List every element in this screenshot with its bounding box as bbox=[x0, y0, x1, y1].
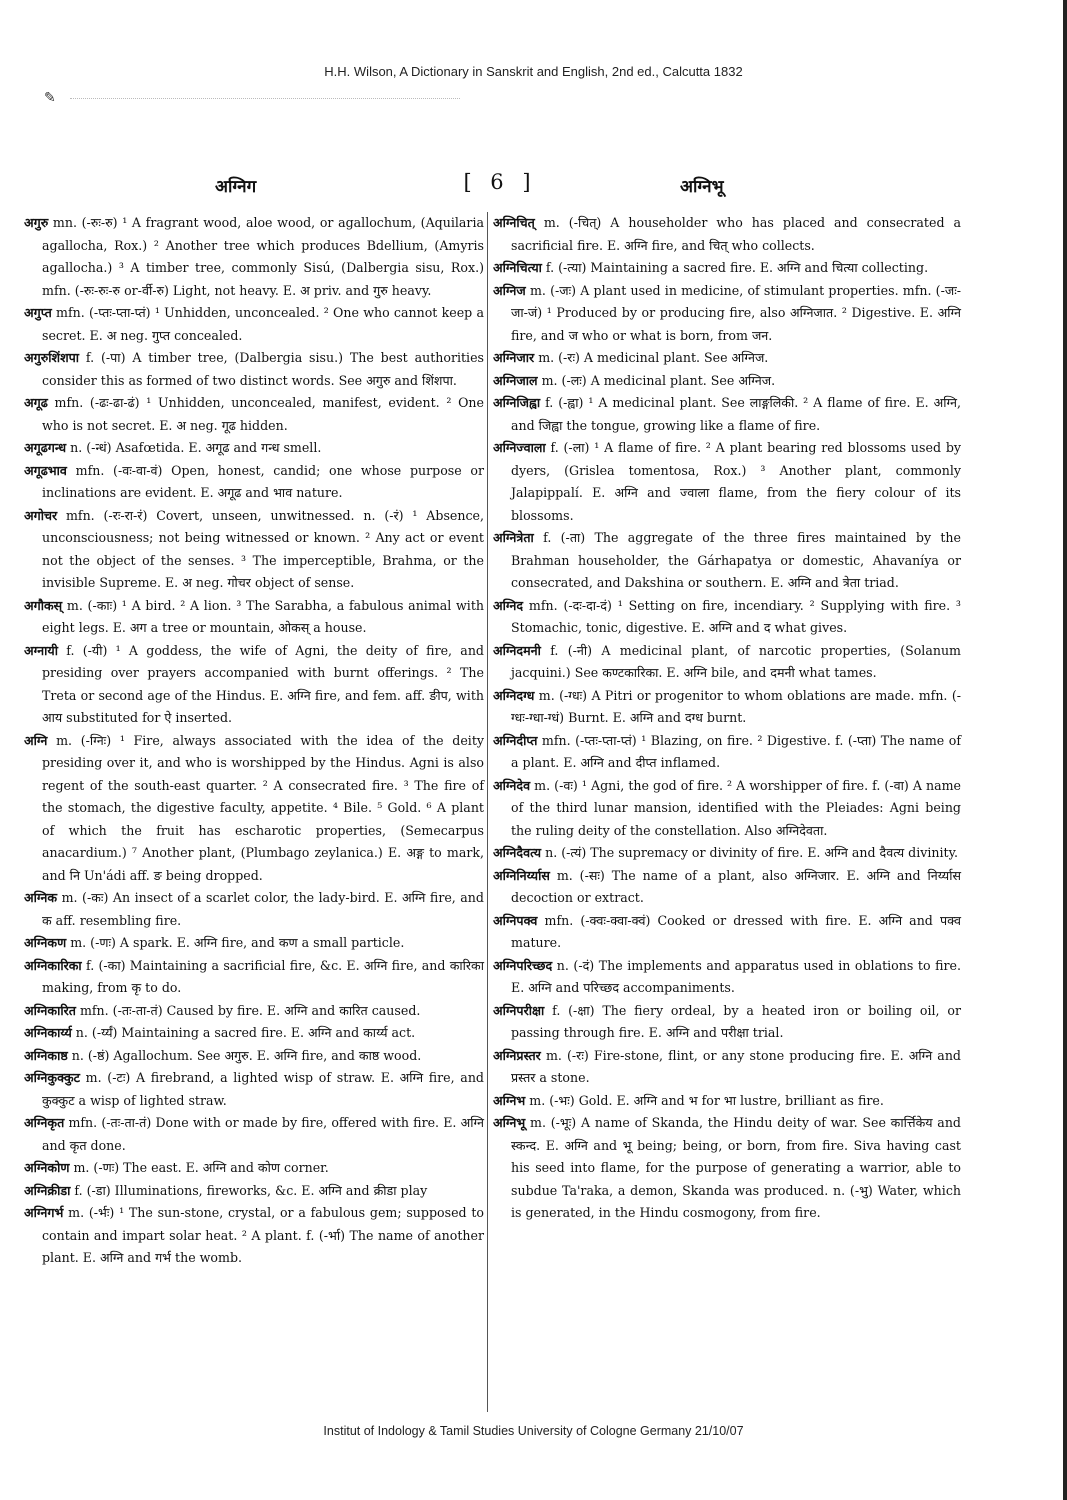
entry-definition: f. (-ह्वा) ¹ A medicinal plant. See लाङ्गलिकी. ² A flame of fire. E. अग्नि, and जिह्वा the tongue, growing like a flame of fire. bbox=[511, 395, 961, 433]
entry-headword: अग्निजिह्वा bbox=[493, 395, 541, 410]
entry-headword: अग्निचित्या bbox=[493, 260, 542, 275]
dictionary-entry bbox=[493, 370, 961, 393]
entry-definition: m. (-काः) ¹ A bird. ² A lion. ³ The Sarabha, a fabulous animal with eight legs. E. अग a tree or mountain, ओकस् a house. bbox=[42, 597, 484, 635]
dictionary-entry bbox=[24, 1045, 484, 1068]
entry-definition: m. (-कः) An insect of a scarlet color, the lady-bird. E. अग्नि fire, and क aff. resembling fire. bbox=[42, 890, 484, 928]
source-header: H.H. Wilson, A Dictionary in Sanskrit and English, 2nd ed., Calcutta 1832 bbox=[324, 64, 743, 79]
dictionary-entry bbox=[493, 595, 961, 640]
entry-headword: अग्निभ bbox=[493, 1092, 526, 1108]
dictionary-entry bbox=[493, 392, 961, 437]
entry-headword: अग्निकाष्ठ bbox=[24, 1047, 68, 1063]
entry-headword: अग्निक्रीडा bbox=[24, 1182, 71, 1198]
dictionary-entry bbox=[24, 302, 484, 347]
dictionary-entry bbox=[24, 505, 484, 595]
entry-headword: अगौकस् bbox=[24, 597, 63, 613]
dictionary-entry bbox=[493, 280, 961, 348]
running-head-right: अग्निभू bbox=[680, 177, 724, 197]
entry-definition: m. (-ग्निः) ¹ Fire, always associated with the idea of the deity presiding over it, and who is worshipped by the Hindus. Agni is also regent of the south-east quarter. ² A consecrated fire. ³ The fire of the stomach, the digestive faculty, appetite. ⁴ Bile. ⁵ Gold. ⁶ A plant of which the fruit has escharotic properties, (Semecarpus anacardium.) ⁷ Another plant, (Plumbago zeylanica.) E. अङ्ग to mark, and नि Un'ádi aff. ङ being dropped. bbox=[42, 732, 484, 883]
entry-headword: अगुरु bbox=[24, 215, 49, 230]
entry-headword: अग्निगर्भ bbox=[24, 1205, 64, 1220]
scan-noise-line bbox=[70, 98, 460, 99]
entry-definition: f. (-त्या) Maintaining a sacred fire. E. अग्नि and चित्या collecting. bbox=[545, 260, 929, 275]
entry-definition: m. (-जः) A plant used in medicine, of stimulant properties. mfn. (-जः-जा-जं) ¹ Produced by or producing fire, also अग्निजात. ² Digestive. E. अग्नि fire, and ज who or what is born, from जन. bbox=[511, 282, 961, 343]
dictionary-entry bbox=[24, 932, 484, 955]
dictionary-entry bbox=[24, 212, 484, 302]
dictionary-entry bbox=[493, 212, 961, 257]
dictionary-entry bbox=[493, 775, 961, 843]
scan-speck: ✎ bbox=[44, 90, 56, 106]
dictionary-entry bbox=[493, 527, 961, 595]
dictionary-entry bbox=[493, 347, 961, 370]
entry-headword: अग्निपरिच्छद bbox=[493, 957, 553, 973]
entry-headword: अगुरुशिंशपा bbox=[24, 350, 80, 365]
entry-definition: m. (-र्भः) ¹ The sun-stone, crystal, or a fabulous gem; supposed to contain and impart solar heat. ² A plant. f. (-र्भा) The name of another plant. E. अग्नि and गर्भ the womb. bbox=[42, 1205, 484, 1265]
entry-headword: अग्निदग्ध bbox=[493, 687, 535, 703]
entry-definition: n. (-न्धं) Asafœtida. E. अगूढ and गन्ध smell. bbox=[70, 440, 322, 455]
entry-headword: अग्निदीप्त bbox=[493, 732, 538, 748]
entry-definition: mn. (-रुः-रु) ¹ A fragrant wood, aloe wood, or agallochum, (Aquilaria agallocha, Rox.) ² Another tree which produces Bdellium, (Amyris agallocha.) ³ A timber tree, commonly Sisú, (Dalbergia sisu, Rox.) mfn. (-रुः-रुः-रु or-र्वी-रु) Light, not heavy. E. अ priv. and गुरु heavy. bbox=[42, 215, 484, 298]
entry-headword: अग्निदैवत्य bbox=[493, 845, 542, 860]
entry-definition: m. (-ग्धः) A Pitri or progenitor to whom oblations are made. mfn. (-ग्धः-ग्धा-ग्धं) Burnt. E. अग्नि and दग्ध burnt. bbox=[511, 687, 961, 725]
dictionary-entry bbox=[24, 460, 484, 505]
dictionary-entry bbox=[24, 1157, 484, 1180]
entry-headword: अग्निकृत bbox=[24, 1115, 65, 1130]
entry-definition: n. (-ष्ठं) Agallochum. See अगुरु. E. अग्नि fire, and काष्ठ wood. bbox=[71, 1047, 422, 1063]
entry-definition: mfn. (-तः-ता-तं) Done with or made by fire, offered with fire. E. अग्नि and कृत done. bbox=[42, 1115, 484, 1153]
dictionary-entry bbox=[24, 1180, 484, 1203]
entry-definition: m. (-रः) Fire-stone, flint, or any stone producing fire. E. अग्नि and प्रस्तर a stone. bbox=[511, 1047, 961, 1085]
entry-headword: अग्निकुक्कुट bbox=[24, 1070, 80, 1085]
entry-definition: mfn. (-क्वः-क्वा-क्वं) Cooked or dressed with fire. E. अग्नि and पक्व mature. bbox=[511, 912, 961, 950]
entry-headword: अग्निपरीक्षा bbox=[493, 1002, 545, 1018]
dictionary-entry bbox=[493, 1112, 961, 1225]
column-divider bbox=[487, 212, 488, 1412]
entry-definition: f. (-नी) A medicinal plant, of narcotic properties, (Solanum jacquini.) See कण्टकारिका. E. अग्नि bile, and दमनी what tames. bbox=[511, 642, 961, 680]
dictionary-entry bbox=[493, 685, 961, 730]
entry-headword: अग्निभू bbox=[493, 1115, 526, 1130]
entry-definition: mfn. (-रः-रा-रं) Covert, unseen, unwitnessed. n. (-रं) ¹ Absence, unconsciousness; not being witnessed or known. ² Any act or event not the object of the senses. ³ The imperceptible, Brahma, or the invisible Supreme. E. अ neg. गोचर object of sense. bbox=[42, 507, 484, 590]
entry-definition: f. (-पा) A timber tree, (Dalbergia sisu.) The best authorities consider this as formed of two distinct words. See अगुरु and शिंशपा. bbox=[42, 350, 484, 388]
entry-headword: अग्निचित् bbox=[493, 215, 535, 230]
entry-headword: अगूढ bbox=[24, 395, 48, 410]
scan-edge-border bbox=[1063, 0, 1067, 1500]
footer-credit: Institut of Indology & Tamil Studies University of Cologne Germany 21/10/07 bbox=[323, 1424, 744, 1438]
entry-definition: f. (-क्षा) The fiery ordeal, by a heated iron or boiling oil, or passing through fire. E. अग्नि and परीक्षा trial. bbox=[511, 1002, 961, 1040]
entry-headword: अग्निक bbox=[24, 890, 58, 905]
entry-headword: अगूढगन्ध bbox=[24, 440, 67, 455]
entry-definition: f. (-ला) ¹ A flame of fire. ² A plant bearing red blossoms used by dyers, (Grislea tomentosa, Rox.) ³ Another plant, commonly Jalapippalí. E. अग्नि and ज्वाला flame, from the fiery colour of its blossoms. bbox=[511, 440, 961, 523]
entry-definition: m. (-चित्) A householder who has placed and consecrated a sacrificial fire. E. अग्नि fire, and चित् who collects. bbox=[511, 215, 961, 253]
dictionary-entry bbox=[24, 1022, 484, 1045]
entry-definition: m. (-रः) A medicinal plant. See अग्निज. bbox=[538, 350, 769, 365]
entry-headword: अगुप्त bbox=[24, 305, 52, 320]
dictionary-entry bbox=[493, 842, 961, 865]
dictionary-entry bbox=[24, 640, 484, 730]
dictionary-entry bbox=[24, 1202, 484, 1270]
dictionary-entry bbox=[24, 392, 484, 437]
entry-headword: अग्निकारिका bbox=[24, 957, 82, 973]
entry-headword: अग्निनिर्य्यास bbox=[493, 867, 550, 883]
dictionary-entry bbox=[493, 1090, 961, 1113]
dictionary-entry bbox=[24, 347, 484, 392]
dictionary-entry bbox=[24, 730, 484, 888]
dictionary-entry bbox=[493, 730, 961, 775]
entry-headword: अग्निकारित bbox=[24, 1002, 76, 1018]
entry-headword: अग्निकोण bbox=[24, 1160, 70, 1175]
dictionary-entry bbox=[24, 1067, 484, 1112]
dictionary-entry bbox=[493, 640, 961, 685]
entry-headword: अग्निज्वाला bbox=[493, 440, 546, 455]
entry-headword: अग्निकण bbox=[24, 935, 67, 950]
entry-headword: अग्निदेव bbox=[493, 777, 531, 793]
right-column bbox=[493, 212, 961, 1225]
entry-definition: mfn. (-दः-दा-दं) ¹ Setting on fire, incendiary. ² Supplying with fire. ³ Stomachic, tonic, digestive. E. अग्नि and द what gives. bbox=[511, 597, 961, 635]
entry-definition: m. (-भः) Gold. E. अग्नि and भ for भा lustre, brilliant as fire. bbox=[529, 1092, 884, 1108]
entry-definition: m. (-लः) A medicinal plant. See अग्निज. bbox=[541, 372, 776, 388]
dictionary-entry bbox=[24, 1112, 484, 1157]
entry-definition: m. (-वः) ¹ Agni, the god of fire. ² A worshipper of fire. f. (-वा) A name of the third lunar mansion, identified with the Pleiades: Agni being the ruling deity of the constellation. Also अग्निदेवता. bbox=[511, 777, 961, 838]
entry-headword: अग्निप्रस्तर bbox=[493, 1047, 541, 1063]
entry-definition: m. (-णः) The east. E. अग्नि and कोण corner. bbox=[73, 1160, 329, 1175]
entry-definition: n. (-र्य्यं) Maintaining a sacred fire. E. अग्नि and कार्य्य act. bbox=[75, 1025, 416, 1040]
entry-headword: अग्नायी bbox=[24, 642, 58, 658]
dictionary-entry bbox=[24, 595, 484, 640]
entry-headword: अग्निज bbox=[493, 282, 526, 298]
dictionary-entry bbox=[493, 910, 961, 955]
entry-definition: mfn. (-वः-वा-वं) Open, honest, candid; one whose purpose or inclinations are evident. E. अगूढ and भाव nature. bbox=[42, 462, 484, 500]
entry-definition: f. (-डा) Illuminations, fireworks, &c. E. अग्नि and क्रीडा play bbox=[74, 1182, 428, 1198]
entry-headword: अग्निद bbox=[493, 597, 524, 613]
entry-headword: अग्निदमनी bbox=[493, 642, 541, 658]
dictionary-entry bbox=[493, 865, 961, 910]
dictionary-entry bbox=[493, 1000, 961, 1045]
dictionary-entry bbox=[24, 955, 484, 1000]
entry-headword: अग्नि bbox=[24, 732, 48, 748]
entry-headword: अग्निपक्व bbox=[493, 912, 538, 928]
dictionary-entry bbox=[493, 955, 961, 1000]
entry-definition: f. (-का) Maintaining a sacrificial fire, &c. E. अग्नि fire, and कारिका making, from कृ to do. bbox=[42, 957, 484, 995]
entry-definition: m. (-सः) The name of a plant, also अग्निजार. E. अग्नि and निर्य्यास decoction or extract. bbox=[511, 867, 961, 905]
running-head bbox=[0, 170, 1067, 200]
entry-headword: अगूढभाव bbox=[24, 462, 67, 478]
dictionary-entry bbox=[24, 1000, 484, 1023]
left-column bbox=[24, 212, 484, 1270]
entry-definition: m. (-णः) A spark. E. अग्नि fire, and कण a small particle. bbox=[70, 935, 405, 950]
entry-definition: mfn. (-प्तः-प्ता-प्तं) ¹ Blazing, on fire. ² Digestive. f. (-प्ता) The name of a plant. E. अग्नि and दीप्त inflamed. bbox=[511, 732, 961, 770]
entry-headword: अग्निकार्य्य bbox=[24, 1025, 72, 1040]
dictionary-entry bbox=[493, 257, 961, 280]
entry-definition: m. (-टः) A firebrand, a lighted wisp of straw. E. अग्नि fire, and कुक्कुट a wisp of lighted straw. bbox=[42, 1070, 484, 1108]
entry-definition: n. (-दं) The implements and apparatus used in oblations to fire. E. अग्नि and परिच्छद accompaniments. bbox=[511, 957, 961, 995]
entry-definition: mfn. (-प्तः-प्ता-प्तं) ¹ Unhidden, unconcealed. ² One who cannot keep a secret. E. अ neg. गुप्त concealed. bbox=[42, 305, 484, 343]
entry-definition: mfn. (-तः-ता-तं) Caused by fire. E. अग्नि and कारित caused. bbox=[79, 1002, 421, 1018]
entry-definition: mfn. (-ढः-ढा-ढं) ¹ Unhidden, unconcealed, manifest, evident. ² One who is not secret. E. अ neg. गूढ hidden. bbox=[42, 395, 484, 433]
entry-headword: अगोचर bbox=[24, 507, 58, 523]
entry-headword: अग्निजार bbox=[493, 350, 535, 365]
page-number: [ 6 ] bbox=[463, 170, 537, 194]
running-head-left: अग्निग bbox=[215, 177, 257, 197]
dictionary-entry bbox=[493, 437, 961, 527]
entry-headword: अग्नित्रेता bbox=[493, 530, 534, 545]
entry-definition: f. (-यी) ¹ A goddess, the wife of Agni, the deity of fire, and presiding over prayers accompanied with burnt offerings. ² The Treta or second age of the Hindus. E. अग्नि fire, and fem. aff. ङीप, with आय substituted for ऐ inserted. bbox=[42, 642, 484, 725]
entry-definition: m. (-भूः) A name of Skanda, the Hindu deity of war. See कार्त्तिकेय and स्कन्द. E. अग्नि and भू being; being, or born, from fire. Siva having cast his seed into flame, for the purpose of generating a warrior, able to subdue Ta'raka, a demon, Skanda was produced. n. (-भु) Water, which is generated, in the Hindu cosmogony, from fire. bbox=[511, 1115, 961, 1220]
dictionary-entry bbox=[24, 887, 484, 932]
dictionary-entry bbox=[493, 1045, 961, 1090]
entry-headword: अग्निजाल bbox=[493, 372, 538, 388]
entry-definition: n. (-त्यं) The supremacy or divinity of fire. E. अग्नि and दैवत्य divinity. bbox=[545, 845, 959, 860]
dictionary-entry bbox=[24, 437, 484, 460]
entry-definition: f. (-ता) The aggregate of the three fires maintained by the Brahman householder, the Gárhapatya or domestic, Ahavaníya or consecrated, and Dakshina or southern. E. अग्नि and त्रेता triad. bbox=[511, 530, 961, 590]
